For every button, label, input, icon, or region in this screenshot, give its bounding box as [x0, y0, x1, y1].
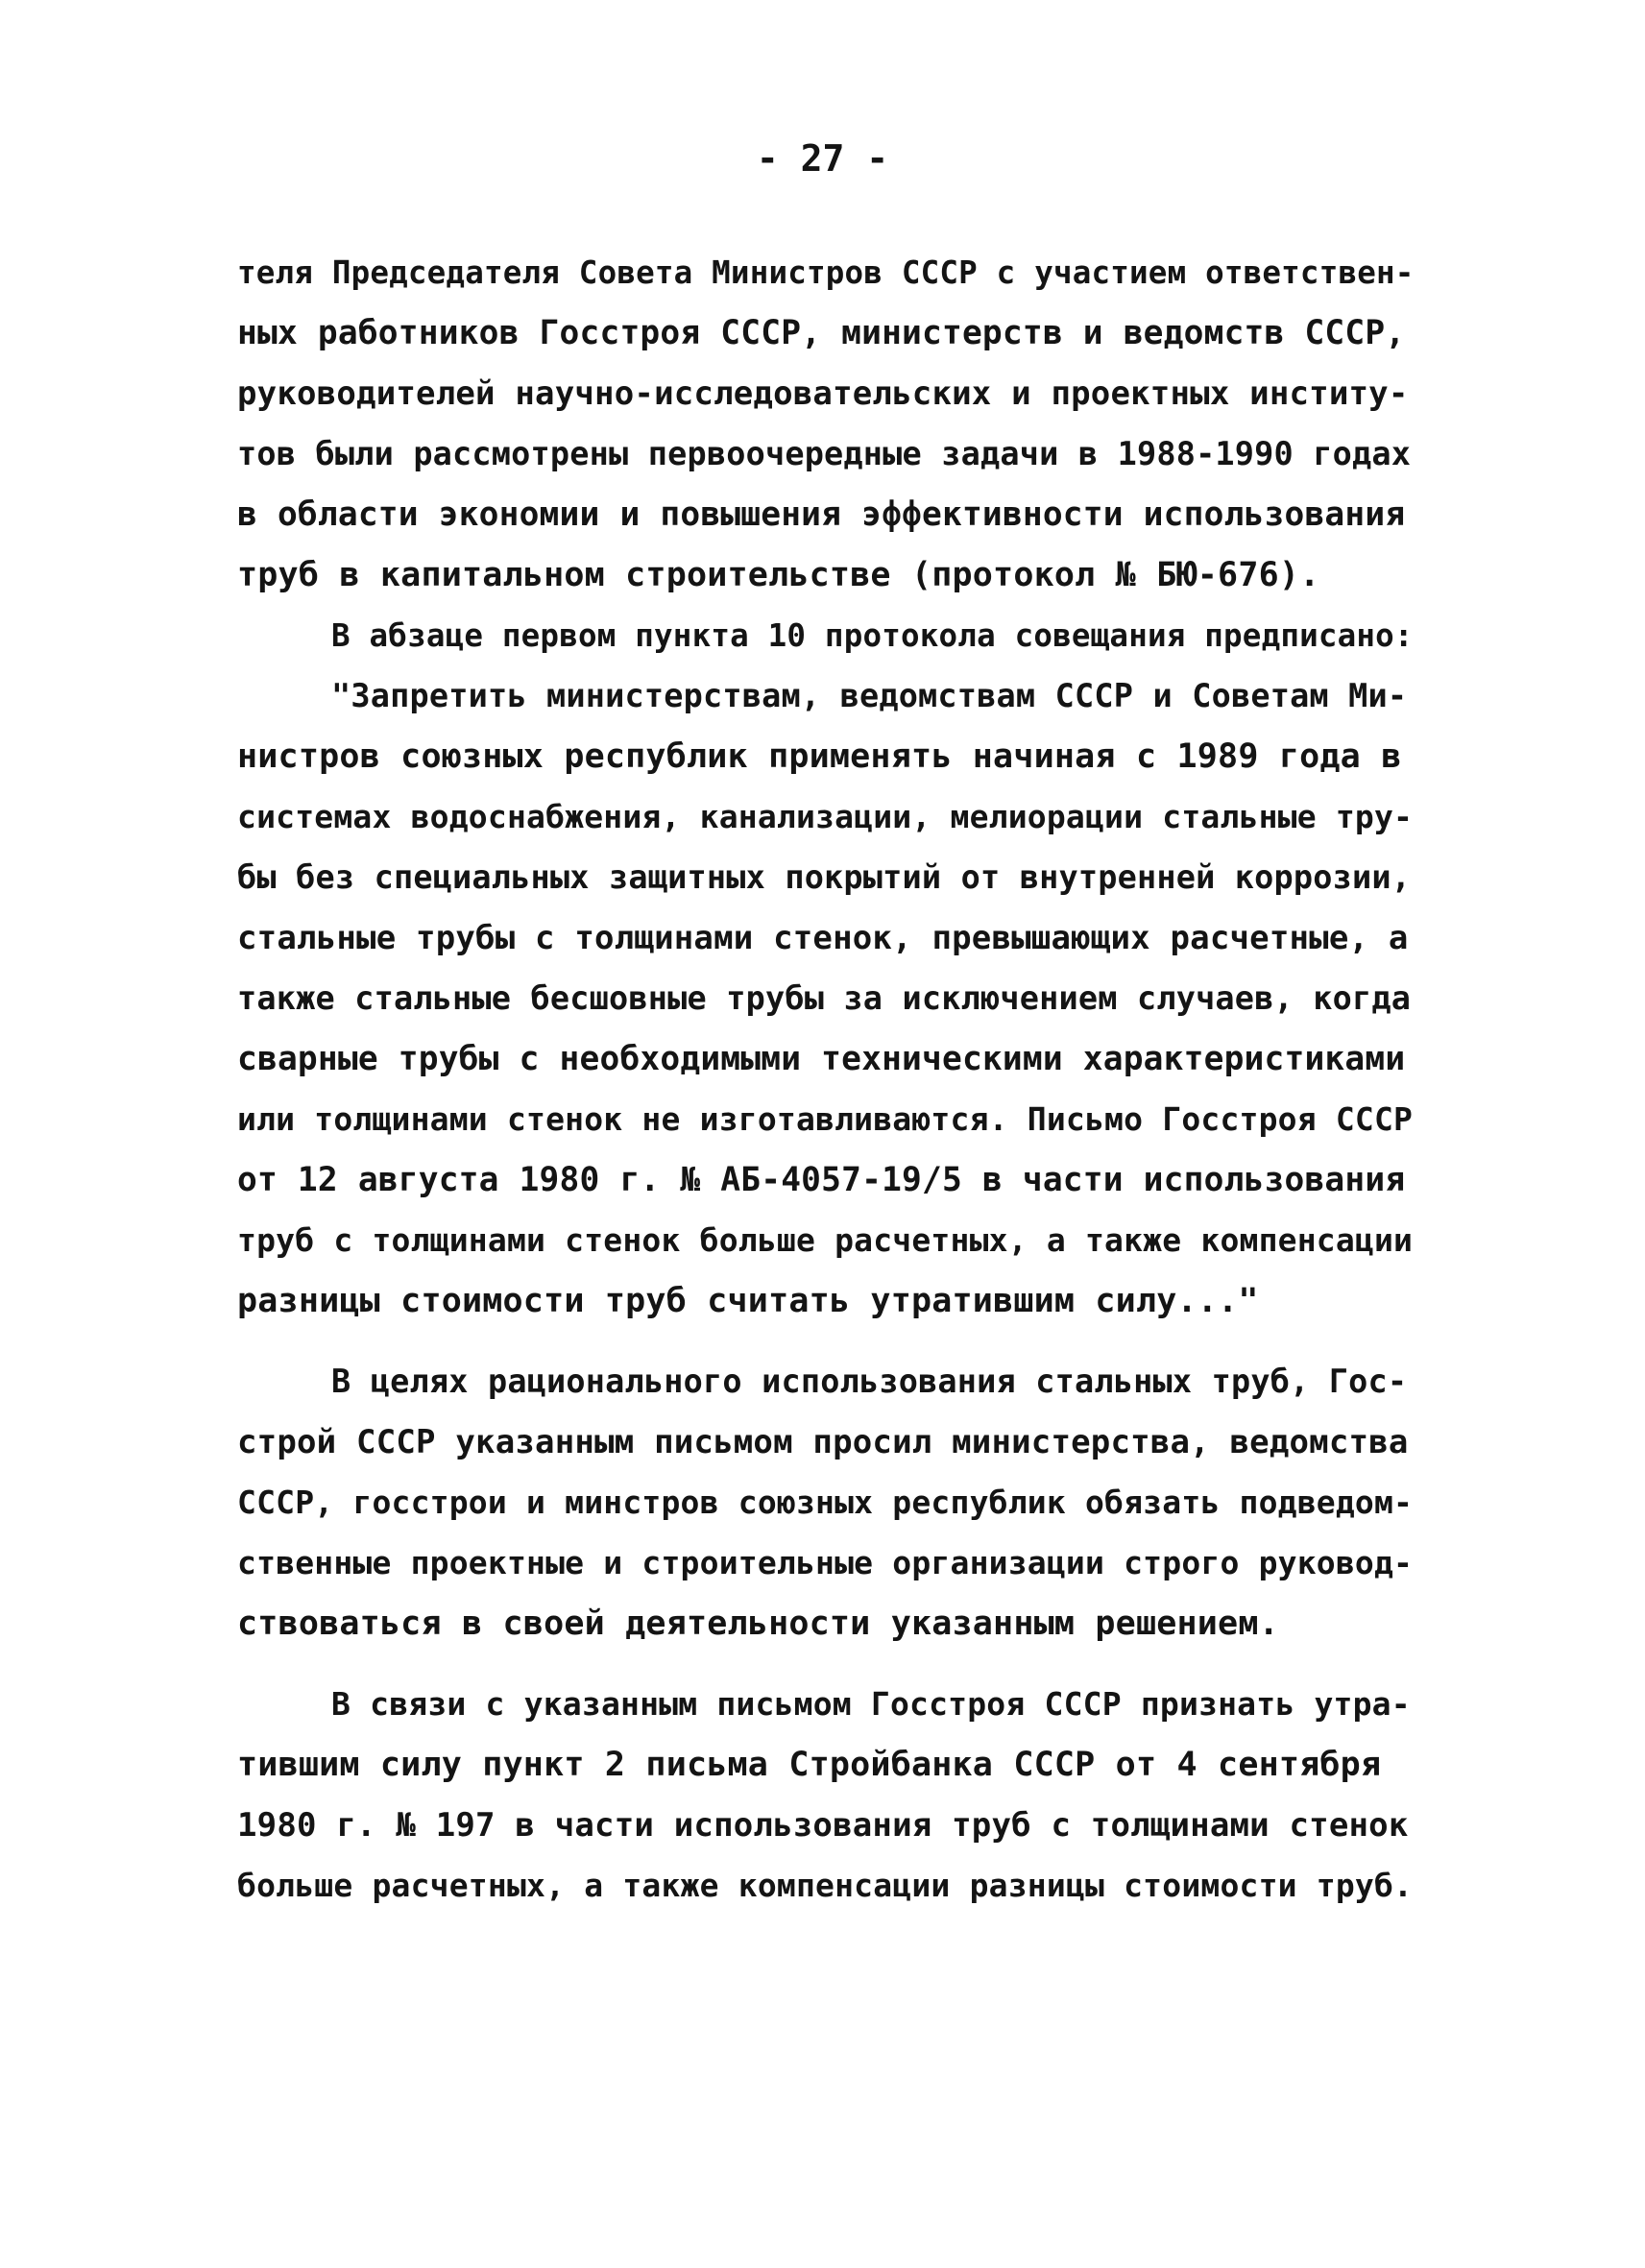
text-line: сварные трубы с необходимыми техническими характеристиками — [237, 1040, 1406, 1078]
text-line: "Запретить министерствам, ведомствам СССР и Советам Ми- — [331, 677, 1408, 714]
text-line: ствоваться в своей деятельности указанным решением. — [237, 1604, 1279, 1643]
text-line: теля Председателя Совета Министров СССР с участием ответствен- — [237, 254, 1415, 291]
text-line: В связи с указанным письмом Госстроя СССР признать утра- — [331, 1685, 1411, 1723]
text-line: В целях рационального использования стальных труб, Гос- — [331, 1363, 1408, 1400]
text-line: строй СССР указанным письмом просил министерства, ведомства — [237, 1423, 1409, 1461]
text-line: СССР, госстрои и минстров союзных республик обязать подведом- — [237, 1484, 1414, 1521]
text-line: в области экономии и повышения эффективности использования — [237, 495, 1406, 534]
text-line: также стальные бесшовные трубы за исключением случаев, когда — [237, 979, 1412, 1017]
text-line: 1980 г. № 197 в части использования труб с толщинами стенок — [237, 1806, 1409, 1845]
text-line: тов были рассмотрены первоочередные задачи в 1988-1990 годах — [237, 435, 1412, 472]
text-line: стальные трубы с толщинами стенок, превышающих расчетные, а — [237, 919, 1409, 957]
text-line: ственные проектные и строительные организации строго руковод- — [237, 1544, 1414, 1581]
text-line: труб в капитальном строительстве (протокол № БЮ-676). — [237, 556, 1320, 594]
text-line: В абзаце первом пункта 10 протокола совещания предписано: — [331, 617, 1414, 654]
text-line: больше расчетных, а также компенсации разницы стоимости труб. — [237, 1867, 1414, 1904]
text-line: системах водоснабжения, канализации, мелиорации стальные тру- — [237, 798, 1414, 835]
text-line: разницы стоимости труб считать утратившим силу..." — [237, 1282, 1259, 1320]
text-line: или толщинами стенок не изготавливаются. Письмо Госстроя СССР — [237, 1100, 1414, 1138]
text-line: ных работников Госстроя СССР, министерств и ведомств СССР, — [237, 314, 1406, 352]
text-line: нистров союзных республик применять начиная с 1989 года в — [237, 737, 1402, 776]
text-line: тившим силу пункт 2 письма Стройбанка СССР от 4 сентября — [237, 1746, 1382, 1784]
text-line: труб с толщинами стенок больше расчетных, а также компенсации — [237, 1221, 1414, 1259]
text-line: руководителей научно-исследовательских и проектных институ- — [237, 374, 1409, 413]
page-number: - 27 - — [756, 137, 889, 180]
text-line: от 12 августа 1980 г. № АБ-4057-19/5 в части использования — [237, 1161, 1406, 1199]
text-line: бы без специальных защитных покрытий от внутренней коррозии, — [237, 858, 1412, 896]
